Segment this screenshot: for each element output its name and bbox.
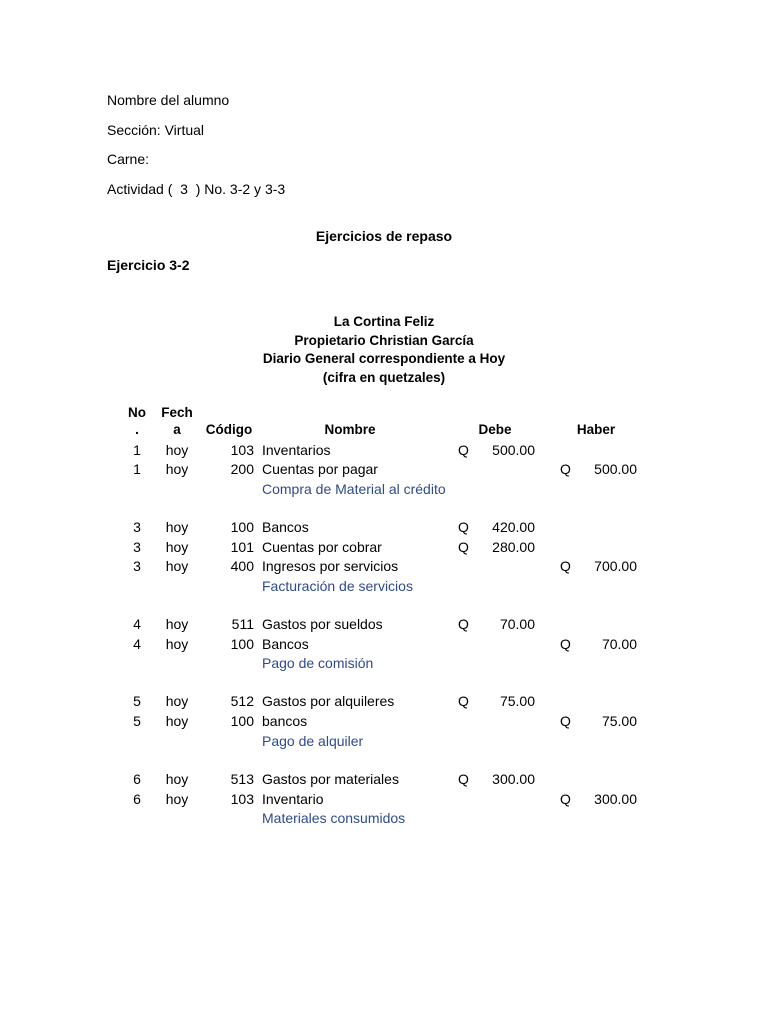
entry-nombre: Cuentas por pagar [262, 461, 378, 477]
entry-fecha: hoy [165, 558, 189, 574]
entry-codigo: 103 [230, 791, 254, 807]
table-row [0, 441, 768, 460]
entry-no: 3 [133, 558, 141, 574]
entry-codigo: 103 [230, 442, 254, 458]
entry-nombre: Inventarios [262, 442, 331, 458]
description-text: Pago de comisión [262, 655, 374, 671]
debe-currency: Q [458, 616, 469, 632]
entry-fecha: hoy [165, 636, 189, 652]
entry-description [0, 480, 768, 499]
table-row [0, 615, 768, 634]
description-text: Pago de alquiler [262, 733, 364, 749]
entry-fecha: hoy [165, 539, 189, 555]
haber-amount: 70.00 [601, 636, 637, 652]
entry-codigo: 400 [230, 558, 254, 574]
entry-codigo: 513 [230, 771, 254, 787]
student-name-line: Nombre del alumno [107, 92, 230, 108]
entry-description [0, 577, 768, 596]
col-codigo-header: Código [205, 422, 253, 437]
journal-title [0, 313, 768, 387]
haber-amount: 300.00 [594, 791, 637, 807]
entry-no: 3 [133, 519, 141, 535]
debe-amount: 70.00 [499, 616, 535, 632]
owner-line: Propietario Christian García [294, 332, 474, 348]
table-row [0, 518, 768, 537]
entry-nombre: Gastos por alquileres [262, 693, 395, 709]
entry-no: 1 [133, 461, 141, 477]
col-haber-header: Haber [576, 422, 616, 437]
entry-codigo: 100 [230, 713, 254, 729]
entry-codigo: 101 [230, 539, 254, 555]
debe-currency: Q [458, 539, 469, 555]
table-row [0, 790, 768, 809]
debe-currency: Q [458, 442, 469, 458]
haber-currency: Q [560, 461, 571, 477]
table-row [0, 692, 768, 711]
description-text: Facturación de servicios [262, 578, 413, 594]
entry-no: 6 [133, 771, 141, 787]
entry-codigo: 100 [230, 636, 254, 652]
carne-line: Carne: [107, 151, 150, 167]
debe-amount: 500.00 [492, 442, 535, 458]
entry-fecha: hoy [165, 461, 189, 477]
currency-note: (cifra en quetzales) [322, 369, 446, 385]
description-text: Compra de Material al crédito [262, 481, 446, 497]
entry-nombre: Ingresos por servicios [262, 558, 399, 574]
entry-fecha: hoy [165, 693, 189, 709]
entry-no: 1 [133, 442, 141, 458]
entry-no: 4 [133, 616, 141, 632]
debe-amount: 75.00 [499, 693, 535, 709]
debe-amount: 280.00 [492, 539, 535, 555]
entry-no: 5 [133, 693, 141, 709]
page-heading: Ejercicios de repaso [315, 228, 453, 244]
entry-no: 3 [133, 539, 141, 555]
haber-amount: 500.00 [594, 461, 637, 477]
entry-nombre: Cuentas por cobrar [262, 539, 382, 555]
table-row [0, 712, 768, 731]
journal-name: Diario General correspondiente a Hoy [262, 351, 506, 366]
company-name: La Cortina Feliz [333, 314, 435, 329]
debe-currency: Q [458, 519, 469, 535]
entry-no: 4 [133, 636, 141, 652]
haber-currency: Q [560, 713, 571, 729]
haber-amount: 75.00 [601, 713, 637, 729]
table-row [0, 538, 768, 557]
entry-description [0, 654, 768, 673]
haber-currency: Q [560, 636, 571, 652]
table-row [0, 635, 768, 654]
table-row [0, 460, 768, 479]
entry-fecha: hoy [165, 771, 189, 787]
entry-nombre: Bancos [262, 636, 309, 652]
haber-amount: 700.00 [594, 558, 637, 574]
debe-currency: Q [458, 771, 469, 787]
entry-fecha: hoy [165, 616, 189, 632]
debe-amount: 420.00 [492, 519, 535, 535]
debe-currency: Q [458, 693, 469, 709]
entry-no: 5 [133, 713, 141, 729]
entry-nombre: Bancos [262, 519, 309, 535]
entry-fecha: hoy [165, 791, 189, 807]
entry-nombre: Gastos por materiales [262, 771, 399, 787]
col-debe-header: Debe [478, 422, 512, 437]
entry-codigo: 511 [231, 616, 254, 632]
entry-nombre: bancos [262, 713, 308, 729]
section-line: Sección: Virtual [107, 122, 205, 138]
entry-codigo: 512 [230, 693, 254, 709]
entry-no: 6 [133, 791, 141, 807]
table-row [0, 770, 768, 789]
entry-codigo: 100 [230, 519, 254, 535]
entry-codigo: 200 [230, 461, 254, 477]
table-row [0, 557, 768, 576]
entry-nombre: Inventario [262, 791, 324, 807]
haber-currency: Q [560, 558, 571, 574]
debe-amount: 300.00 [492, 771, 535, 787]
entry-fecha: hoy [165, 519, 189, 535]
col-no-header: No . [128, 405, 146, 437]
description-text: Materiales consumidos [262, 810, 406, 826]
col-nombre-header: Nombre [324, 422, 376, 437]
exercise-label: Ejercicio 3-2 [107, 257, 190, 273]
haber-currency: Q [560, 791, 571, 807]
entry-fecha: hoy [165, 442, 189, 458]
entry-description [0, 732, 768, 751]
entry-fecha: hoy [165, 713, 189, 729]
col-fecha-header: Fech a [161, 405, 193, 437]
entry-nombre: Gastos por sueldos [262, 616, 383, 632]
activity-line: Actividad ( 3 ) No. 3-2 y 3-3 [107, 181, 286, 197]
entry-description [0, 809, 768, 828]
